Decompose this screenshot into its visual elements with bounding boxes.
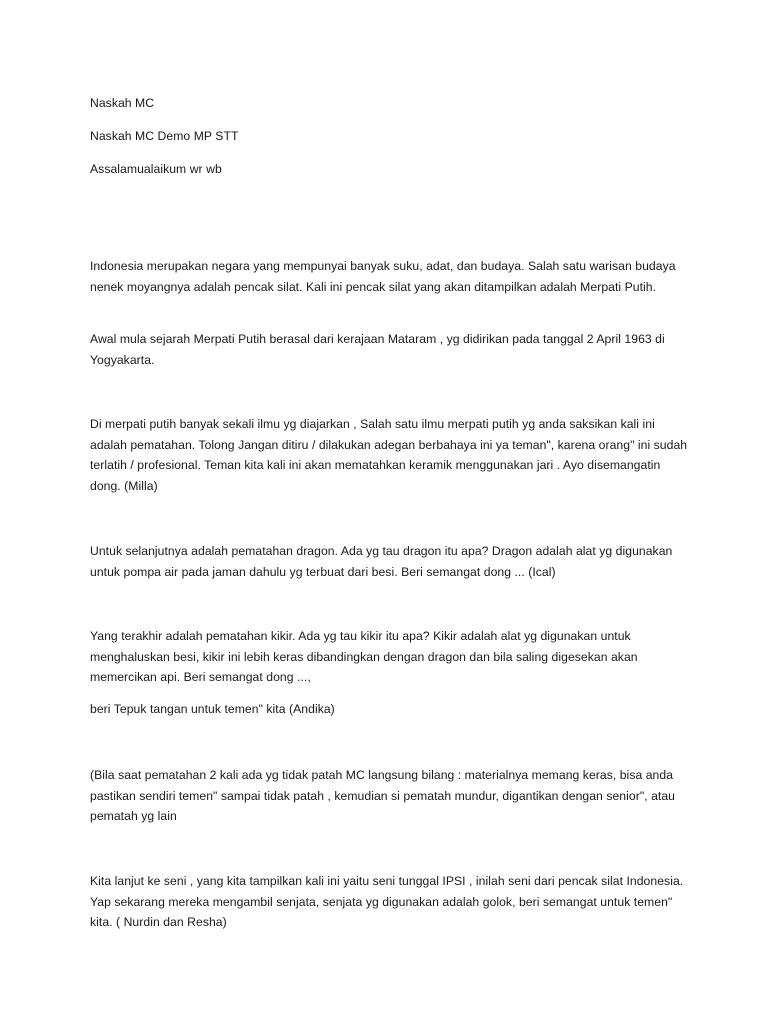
paragraph-pematahan-dragon: Untuk selanjutnya adalah pematahan dragon. Ada yg tau dragon itu apa? Dragon adalah alat yg digunakan untuk pompa air pada jaman dahulu yg terbuat dari besi. Beri semangat dong ... (Ical) (90, 544, 673, 579)
greeting-text: Assalamualaikum wr wb (90, 162, 222, 176)
paragraph-seni-tunggal: Kita lanjut ke seni , yang kita tampilkan kali ini yaitu seni tunggal IPSI , inilah seni dari pencak silat Indonesia. Yap sekarang mereka mengambil senjata, senjata yg digunakan adalah golok, beri semangat untuk temen" kita. ( Nurdin dan Resha) (90, 874, 684, 929)
paragraph-pematahan-keramik: Di merpati putih banyak sekali ilmu yg diajarkan , Salah satu ilmu merpati putih yg anda saksikan kali ini adalah pematahan. Tolong Jangan ditiru / dilakukan adegan berbahaya ini ya teman", karena orang" ini sudah terlatih / profesional. Teman kita kali ini akan mematahkan keramik menggunakan jari . Ayo disemangatin dong. (Milla) (90, 417, 688, 493)
paragraph-pematahan-kikir: Yang terakhir adalah pematahan kikir. Ada yg tau kikir itu apa? Kikir adalah alat yg digunakan untuk menghaluskan besi, kikir ini lebih keras dibandingkan dengan dragon dan bila saling digesekan akan memercikan api. Beri semangat dong ..., (90, 629, 638, 684)
paragraph-catatan-mc: (Bila saat pematahan 2 kali ada yg tidak patah MC langsung bilang : materialnya memang keras, bisa anda pastikan sendiri temen" sampai tidak patah , kemudian si pematah mundur, digantikan dengan senior", atau pematah yg lain (90, 768, 675, 823)
document-heading: Naskah MC (90, 96, 155, 110)
paragraph-intro: Indonesia merupakan negara yang mempunyai banyak suku, adat, dan budaya. Salah satu warisan budaya nenek moyangnya adalah pencak silat. Kali ini pencak silat yang akan ditampilkan adalah Merpati Putih. (90, 259, 676, 294)
document-subheading: Naskah MC Demo MP STT (90, 129, 239, 143)
paragraph-tepuk-tangan: beri Tepuk tangan untuk temen" kita (Andika) (90, 702, 335, 716)
paragraph-history: Awal mula sejarah Merpati Putih berasal dari kerajaan Mataram , yg didirikan pada tanggal 2 April 1963 di Yogyakarta. (90, 332, 665, 367)
